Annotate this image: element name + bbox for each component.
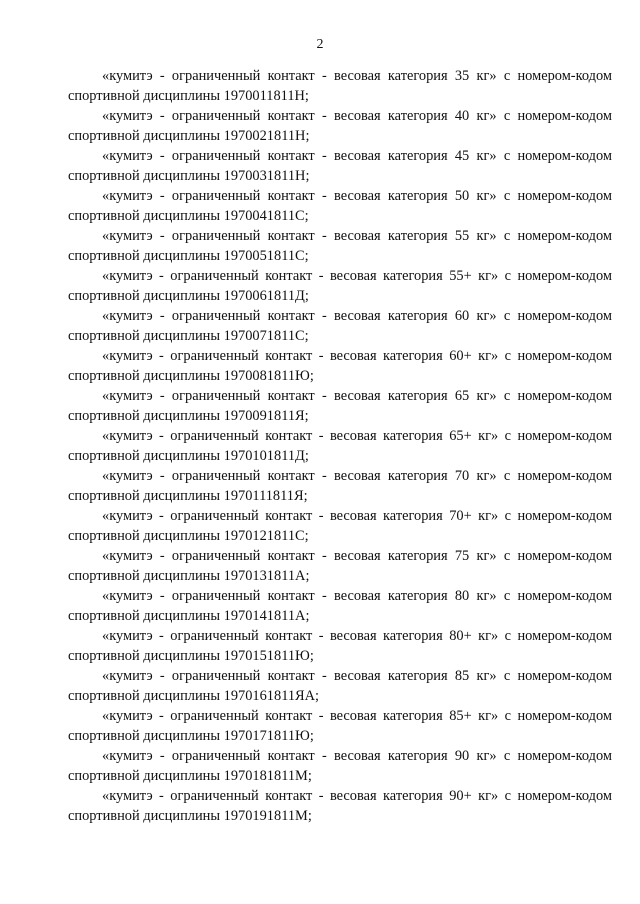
discipline-code: спортивной дисциплины 1970151811Ю; — [68, 648, 314, 664]
discipline-name: «кумитэ - ограниченный контакт - весовая категория 75 кг» с номером-кодом — [102, 548, 612, 564]
discipline-name: «кумитэ - ограниченный контакт - весовая категория 60 кг» с номером-кодом — [102, 308, 612, 324]
discipline-name: «кумитэ - ограниченный контакт - весовая категория 45 кг» с номером-кодом — [102, 148, 612, 164]
list-item — [68, 626, 612, 666]
list-item — [68, 66, 612, 106]
discipline-code: спортивной дисциплины 1970101811Д; — [68, 448, 309, 464]
list-item — [68, 706, 612, 746]
discipline-code: спортивной дисциплины 1970171811Ю; — [68, 728, 314, 744]
list-item — [68, 186, 612, 226]
list-item — [68, 426, 612, 466]
discipline-code: спортивной дисциплины 1970061811Д; — [68, 288, 309, 304]
discipline-name: «кумитэ - ограниченный контакт - весовая категория 65+ кг» с номером-кодом — [102, 428, 612, 444]
discipline-code: спортивной дисциплины 1970131811А; — [68, 568, 310, 584]
discipline-name: «кумитэ - ограниченный контакт - весовая категория 90 кг» с номером-кодом — [102, 748, 612, 764]
list-item — [68, 106, 612, 146]
discipline-name: «кумитэ - ограниченный контакт - весовая категория 85+ кг» с номером-кодом — [102, 708, 612, 724]
discipline-name: «кумитэ - ограниченный контакт - весовая категория 70+ кг» с номером-кодом — [102, 508, 612, 524]
list-item — [68, 786, 612, 826]
list-item — [68, 226, 612, 266]
list-item — [68, 146, 612, 186]
list-item — [68, 306, 612, 346]
discipline-code: спортивной дисциплины 1970071811С; — [68, 328, 309, 344]
list-item — [68, 466, 612, 506]
discipline-name: «кумитэ - ограниченный контакт - весовая категория 80+ кг» с номером-кодом — [102, 628, 612, 644]
list-item — [68, 346, 612, 386]
discipline-code: спортивной дисциплины 1970161811ЯА; — [68, 688, 320, 704]
discipline-code: спортивной дисциплины 1970111811Я; — [68, 488, 308, 504]
discipline-name: «кумитэ - ограниченный контакт - весовая категория 35 кг» с номером-кодом — [102, 68, 612, 84]
discipline-name: «кумитэ - ограниченный контакт - весовая категория 55 кг» с номером-кодом — [102, 228, 612, 244]
discipline-code: спортивной дисциплины 1970051811С; — [68, 248, 309, 264]
discipline-code: спортивной дисциплины 1970081811Ю; — [68, 368, 314, 384]
discipline-code: спортивной дисциплины 1970191811М; — [68, 808, 312, 824]
discipline-name: «кумитэ - ограниченный контакт - весовая категория 60+ кг» с номером-кодом — [102, 348, 612, 364]
discipline-name: «кумитэ - ограниченный контакт - весовая категория 50 кг» с номером-кодом — [102, 188, 612, 204]
list-item — [68, 586, 612, 626]
discipline-name: «кумитэ - ограниченный контакт - весовая категория 65 кг» с номером-кодом — [102, 388, 612, 404]
list-item — [68, 386, 612, 426]
list-item — [68, 666, 612, 706]
discipline-list — [68, 66, 612, 826]
list-item — [68, 546, 612, 586]
discipline-name: «кумитэ - ограниченный контакт - весовая категория 55+ кг» с номером-кодом — [102, 268, 612, 284]
discipline-code: спортивной дисциплины 1970181811М; — [68, 768, 312, 784]
discipline-code: спортивной дисциплины 1970041811С; — [68, 208, 309, 224]
page-number: 2 — [316, 37, 324, 52]
discipline-name: «кумитэ - ограниченный контакт - весовая категория 40 кг» с номером-кодом — [102, 108, 612, 124]
discipline-name: «кумитэ - ограниченный контакт - весовая категория 70 кг» с номером-кодом — [102, 468, 612, 484]
list-item — [68, 506, 612, 546]
discipline-code: спортивной дисциплины 1970011811Н; — [68, 88, 309, 104]
discipline-code: спортивной дисциплины 1970141811А; — [68, 608, 310, 624]
list-item — [68, 746, 612, 786]
discipline-code: спортивной дисциплины 1970021811Н; — [68, 128, 310, 144]
discipline-name: «кумитэ - ограниченный контакт - весовая категория 90+ кг» с номером-кодом — [102, 788, 612, 804]
discipline-name: «кумитэ - ограниченный контакт - весовая категория 80 кг» с номером-кодом — [102, 588, 612, 604]
discipline-code: спортивной дисциплины 1970031811Н; — [68, 168, 310, 184]
discipline-code: спортивной дисциплины 1970121811С; — [68, 528, 309, 544]
discipline-code: спортивной дисциплины 1970091811Я; — [68, 408, 309, 424]
discipline-name: «кумитэ - ограниченный контакт - весовая категория 85 кг» с номером-кодом — [102, 668, 612, 684]
list-item — [68, 266, 612, 306]
